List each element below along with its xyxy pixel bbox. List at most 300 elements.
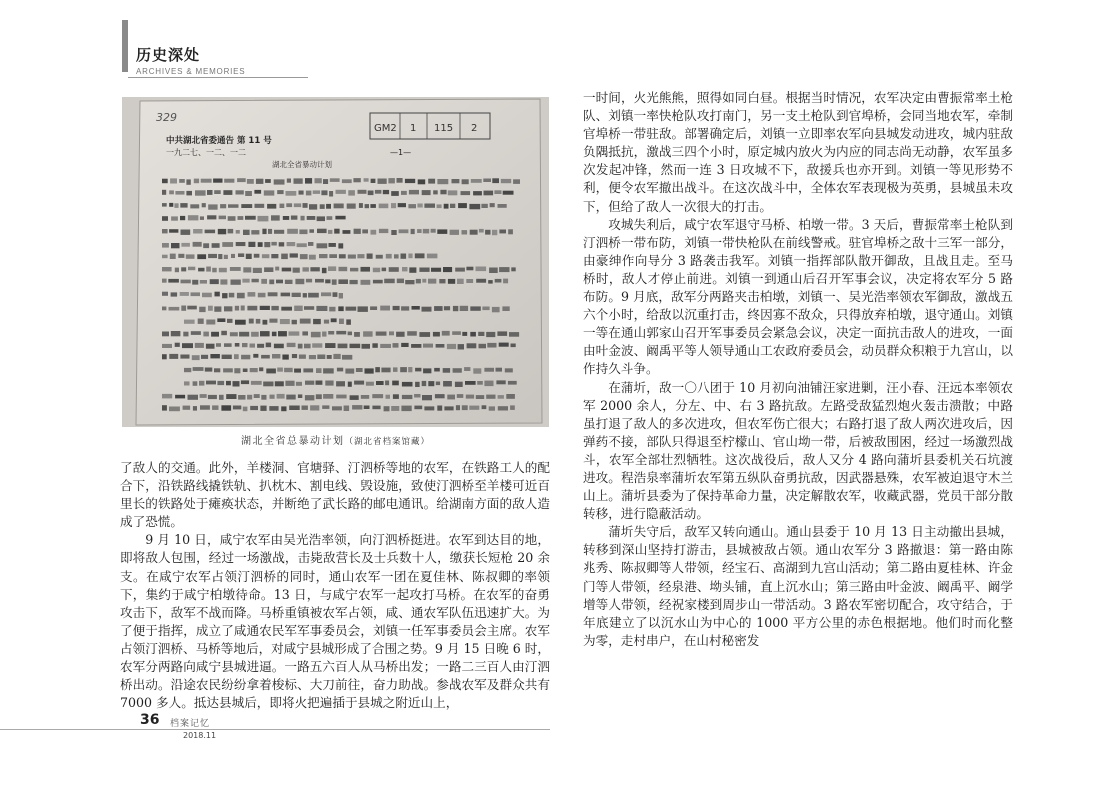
doc-handwriting-stroke: [422, 381, 427, 386]
doc-handwriting-stroke: [190, 204, 199, 208]
doc-handwriting-stroke: [212, 268, 217, 273]
doc-handwriting-stroke: [428, 179, 435, 184]
doc-handwriting-stroke: [456, 405, 460, 410]
doc-handwriting-stroke: [184, 368, 191, 372]
doc-handwriting-stroke: [198, 268, 204, 272]
doc-handwriting-stroke: [277, 394, 285, 399]
doc-handwriting-stroke: [263, 382, 273, 387]
doc-handwriting-stroke: [476, 267, 487, 272]
doc-handwriting-stroke: [419, 268, 429, 272]
doc-handwriting-stroke: [389, 267, 399, 272]
doc-handwriting-stroke: [328, 266, 336, 271]
doc-handwriting-stroke: [301, 216, 305, 221]
doc-handwriting-stroke: [171, 243, 180, 248]
doc-handwriting-stroke: [223, 190, 232, 195]
doc-handwriting-stroke: [210, 279, 219, 284]
doc-handwriting-stroke: [233, 381, 240, 386]
doc-handwriting-stroke: [489, 406, 495, 410]
doc-handwriting-stroke: [188, 215, 199, 220]
doc-handwriting-stroke: [285, 280, 293, 284]
left-text-column: [120, 459, 550, 712]
doc-handwriting-stroke: [373, 280, 383, 284]
doc-handwriting-stroke: [354, 229, 361, 234]
doc-handwriting-stroke: [365, 204, 369, 208]
doc-handwriting-stroke: [458, 203, 467, 208]
doc-handwriting-stroke: [179, 179, 185, 183]
doc-handwriting-stroke: [309, 229, 314, 233]
doc-handwriting-stroke: [180, 216, 185, 220]
doc-handwriting-stroke: [241, 380, 249, 384]
doc-handwriting-stroke: [181, 243, 190, 247]
doc-handwriting-stroke: [275, 267, 279, 271]
doc-handwriting-stroke: [261, 395, 266, 400]
doc-handwriting-stroke: [181, 230, 191, 235]
doc-handwriting-stroke: [370, 306, 377, 310]
doc-handwriting-stroke: [303, 203, 308, 208]
doc-handwriting-stroke: [255, 204, 265, 208]
doc-handwriting-stroke: [443, 381, 452, 387]
doc-handwriting-stroke: [383, 190, 389, 194]
doc-handwriting-stroke: [182, 343, 193, 348]
doc-handwriting-stroke: [379, 229, 388, 233]
doc-handwriting-stroke: [174, 203, 178, 208]
doc-handwriting-stroke: [417, 204, 422, 208]
doc-handwriting-stroke: [245, 191, 252, 196]
doc-handwriting-stroke: [191, 331, 201, 335]
doc-handwriting-stroke: [479, 229, 484, 233]
doc-handwriting-stroke: [338, 306, 343, 311]
doc-handwriting-stroke: [498, 406, 508, 410]
section-title: 历史深处: [136, 46, 201, 64]
doc-handwriting-stroke: [198, 319, 204, 324]
doc-handwriting-stroke: [235, 343, 240, 347]
doc-handwriting-stroke: [322, 332, 326, 337]
doc-handwriting-stroke: [433, 190, 438, 194]
doc-handwriting-stroke: [218, 254, 222, 259]
doc-handwriting-stroke: [481, 204, 487, 208]
doc-handwriting-stroke: [323, 394, 333, 399]
doc-handwriting-stroke: [457, 279, 464, 284]
doc-handwriting-stroke: [309, 204, 317, 209]
doc-handwriting-stroke: [283, 216, 289, 220]
doc-handwriting-stroke: [264, 267, 273, 272]
doc-handwriting-stroke: [192, 355, 200, 360]
doc-handwriting-stroke: [267, 204, 276, 209]
doc-handwriting-stroke: [325, 343, 335, 348]
doc-handwriting-stroke: [452, 179, 460, 183]
doc-handwriting-stroke: [270, 395, 275, 399]
doc-handwriting-stroke: [345, 369, 354, 374]
doc-handwriting-stroke: [258, 216, 269, 222]
doc-handwriting-stroke: [216, 343, 221, 347]
figure-caption: [122, 432, 549, 447]
doc-handwriting-stroke: [350, 395, 359, 400]
doc-handwriting-stroke: [312, 343, 322, 347]
doc-handwriting-stroke: [442, 331, 450, 336]
doc-handwriting-stroke: [319, 254, 328, 258]
doc-handwriting-stroke: [401, 343, 408, 347]
doc-handwriting-stroke: [246, 254, 252, 259]
doc-handwriting-stroke: [477, 381, 483, 385]
doc-handwriting-stroke: [238, 253, 244, 257]
doc-handwriting-stroke: [315, 279, 324, 283]
doc-handwriting-stroke: [484, 368, 494, 372]
doc-handwriting-stroke: [363, 331, 373, 336]
doc-handwriting-stroke: [510, 405, 515, 410]
doc-handwriting-stroke: [162, 307, 166, 311]
doc-handwriting-stroke: [307, 216, 316, 220]
doc-handwriting-stroke: [450, 204, 455, 208]
doc-handwriting-stroke: [416, 279, 421, 284]
doc-handwriting-stroke: [201, 179, 212, 183]
doc-handwriting-stroke: [336, 190, 346, 194]
doc-handwriting-stroke: [202, 203, 206, 207]
doc-handwriting-stroke: [292, 354, 297, 358]
doc-handwriting-stroke: [496, 368, 503, 372]
doc-handwriting-stroke: [405, 179, 415, 183]
doc-handwriting-stroke: [208, 306, 213, 311]
doc-handwriting-stroke: [235, 306, 239, 311]
doc-handwriting-stroke: [443, 267, 452, 272]
doc-handwriting-stroke: [433, 332, 440, 337]
doc-handwriting-stroke: [316, 368, 322, 373]
doc-handwriting-stroke: [175, 343, 180, 347]
doc-handwriting-stroke: [437, 406, 442, 411]
doc-handwriting-stroke: [220, 204, 226, 208]
doc-handwriting-stroke: [243, 407, 248, 412]
doc-handwriting-stroke: [162, 255, 168, 259]
doc-handwriting-stroke: [299, 191, 304, 195]
doc-handwriting-stroke: [269, 319, 277, 323]
doc-handwriting-stroke: [223, 368, 233, 372]
doc-handwriting-stroke: [376, 255, 383, 259]
doc-handwriting-stroke: [339, 254, 346, 258]
doc-handwriting-stroke: [455, 268, 465, 272]
doc-handwriting-stroke: [315, 178, 322, 183]
doc-handwriting-stroke: [317, 216, 325, 221]
doc-handwriting-stroke: [234, 354, 239, 359]
doc-handwriting-stroke: [423, 229, 429, 234]
doc-handwriting-stroke: [250, 344, 256, 348]
doc-handwriting-stroke: [511, 267, 515, 271]
doc-handwriting-stroke: [170, 254, 176, 259]
doc-handwriting-stroke: [281, 254, 288, 260]
doc-handwriting-stroke: [222, 242, 233, 247]
doc-handwriting-stroke: [287, 242, 296, 246]
doc-handwriting-stroke: [334, 229, 339, 234]
doc-handwriting-stroke: [414, 406, 422, 410]
doc-handwriting-stroke: [214, 368, 220, 372]
doc-handwriting-stroke: [338, 344, 348, 349]
doc-handwriting-stroke: [354, 332, 360, 337]
doc-handwriting-stroke: [371, 230, 377, 235]
doc-handwriting-stroke: [275, 381, 284, 386]
doc-handwriting-stroke: [186, 191, 192, 196]
doc-handwriting-stroke: [455, 382, 463, 387]
doc-handwriting-stroke: [453, 368, 462, 373]
doc-handwriting-stroke: [462, 332, 467, 336]
doc-handwriting-stroke: [440, 190, 446, 195]
doc-handwriting-stroke: [184, 320, 195, 324]
doc-handwriting-stroke: [287, 343, 296, 347]
doc-handwriting-stroke: [175, 395, 185, 399]
doc-handwriting-stroke: [162, 354, 167, 359]
archival-document-photo: [122, 97, 549, 427]
doc-handwriting-stroke: [222, 293, 227, 298]
doc-handwriting-stroke: [290, 253, 298, 257]
doc-handwriting-stroke: [498, 395, 504, 399]
doc-handwriting-stroke: [309, 355, 316, 359]
doc-handwriting-stroke: [250, 406, 258, 410]
doc-handwriting-stroke: [169, 203, 173, 207]
svg-text:1: 1: [410, 123, 417, 134]
doc-handwriting-stroke: [470, 332, 476, 337]
doc-handwriting-stroke: [484, 191, 494, 196]
footer-divider: [0, 729, 550, 730]
doc-handwriting-stroke: [213, 179, 222, 183]
doc-handwriting-stroke: [479, 344, 487, 349]
doc-handwriting-stroke: [443, 368, 450, 373]
doc-handwriting-stroke: [482, 405, 487, 409]
doc-handwriting-stroke: [262, 254, 270, 258]
doc-handwriting-stroke: [289, 406, 300, 411]
doc-handwriting-stroke: [296, 382, 302, 386]
doc-handwriting-stroke: [276, 280, 283, 284]
doc-handwriting-stroke: [444, 406, 453, 410]
doc-handwriting-stroke: [359, 203, 363, 208]
doc-handwriting-stroke: [221, 331, 227, 335]
figure-caption-text: 湖北全省总暴动计划: [240, 436, 345, 447]
doc-handwriting-stroke: [372, 406, 380, 410]
doc-handwriting-stroke: [376, 332, 387, 336]
doc-handwriting-stroke: [365, 368, 374, 373]
doc-handwriting-stroke: [226, 394, 236, 399]
doc-handwriting-stroke: [211, 332, 219, 337]
doc-handwriting-stroke: [274, 230, 284, 234]
doc-handwriting-stroke: [294, 178, 303, 183]
doc-handwriting-stroke: [348, 255, 356, 259]
doc-handwriting-stroke: [428, 279, 436, 284]
doc-handwriting-stroke: [202, 293, 212, 298]
doc-handwriting-stroke: [327, 216, 333, 220]
doc-handwriting-stroke: [277, 190, 283, 194]
doc-handwriting-stroke: [236, 242, 246, 246]
doc-handwriting-stroke: [303, 368, 313, 372]
doc-handwriting-stroke: [321, 190, 327, 195]
doc-handwriting-stroke: [333, 354, 340, 359]
doc-handwriting-stroke: [473, 368, 481, 373]
doc-handwriting-stroke: [313, 190, 320, 194]
doc-handwriting-stroke: [206, 267, 211, 272]
doc-handwriting-stroke: [169, 229, 178, 233]
doc-handwriting-stroke: [217, 381, 224, 385]
doc-handwriting-stroke: [219, 216, 226, 220]
doc-handwriting-stroke: [428, 381, 434, 386]
doc-handwriting-stroke: [224, 255, 228, 259]
doc-handwriting-stroke: [274, 179, 285, 184]
doc-handwriting-stroke: [195, 190, 206, 195]
doc-handwriting-stroke: [471, 179, 482, 183]
doc-handwriting-stroke: [306, 279, 312, 283]
doc-handwriting-stroke: [252, 279, 259, 283]
doc-handwriting-stroke: [214, 190, 221, 194]
doc-handwriting-stroke: [447, 395, 455, 400]
doc-handwriting-stroke: [261, 279, 267, 284]
doc-handwriting-stroke: [329, 307, 335, 312]
doc-handwriting-stroke: [242, 279, 249, 283]
doc-corner-mark: 329: [156, 111, 177, 124]
doc-handwriting-stroke: [423, 368, 431, 373]
doc-handwriting-stroke: [476, 279, 486, 283]
doc-handwriting-stroke: [422, 279, 426, 283]
doc-handwriting-stroke: [210, 354, 220, 358]
doc-handwriting-stroke: [256, 319, 260, 324]
doc-handwriting-stroke: [401, 254, 407, 259]
doc-handwriting-stroke: [269, 406, 278, 411]
doc-handwriting-stroke: [299, 355, 306, 359]
doc-handwriting-stroke: [203, 332, 209, 337]
doc-handwriting-stroke: [188, 395, 199, 400]
doc-handwriting-stroke: [465, 381, 476, 385]
doc-handwriting-stroke: [234, 368, 240, 373]
doc-handwriting-stroke: [247, 306, 257, 311]
svg-text:2: 2: [471, 123, 478, 134]
doc-handwriting-stroke: [302, 406, 308, 410]
doc-handwriting-stroke: [207, 190, 213, 195]
doc-handwriting-stroke: [350, 280, 358, 284]
doc-handwriting-stroke: [322, 268, 327, 273]
doc-handwriting-stroke: [487, 343, 496, 348]
doc-handwriting-stroke: [241, 306, 245, 311]
doc-handwriting-stroke: [457, 394, 464, 398]
doc-handwriting-stroke: [402, 395, 413, 399]
doc-handwriting-stroke: [181, 267, 186, 271]
svg-text:GM2: GM2: [374, 123, 397, 134]
doc-handwriting-stroke: [239, 332, 249, 337]
doc-handwriting-stroke: [492, 178, 499, 183]
doc-handwriting-stroke: [393, 367, 398, 372]
doc-handwriting-stroke: [464, 367, 470, 371]
doc-handwriting-stroke: [362, 344, 371, 349]
doc-handwriting-stroke: [247, 179, 254, 184]
doc-handwriting-stroke: [262, 229, 266, 234]
doc-handwriting-stroke: [392, 381, 399, 386]
doc-handwriting-stroke: [388, 178, 395, 183]
doc-handwriting-stroke: [408, 254, 412, 259]
doc-handwriting-stroke: [180, 203, 187, 208]
doc-handwriting-stroke: [489, 268, 498, 274]
doc-handwriting-stroke: [409, 190, 419, 195]
doc-handwriting-stroke: [337, 368, 343, 372]
doc-handwriting-stroke: [197, 254, 206, 259]
doc-handwriting-stroke: [238, 216, 244, 220]
doc-handwriting-stroke: [396, 332, 405, 337]
doc-handwriting-stroke: [271, 306, 278, 310]
doc-handwriting-stroke: [393, 394, 399, 399]
doc-handwriting-stroke: [344, 406, 350, 412]
doc-handwriting-stroke: [195, 343, 204, 348]
page-number: 36: [140, 712, 160, 728]
doc-handwriting-stroke: [488, 280, 493, 284]
doc-handwriting-stroke: [226, 381, 231, 385]
doc-handwriting-stroke: [260, 306, 270, 310]
doc-handwriting-stroke: [300, 254, 308, 259]
doc-handwriting-stroke: [492, 230, 497, 235]
doc-handwriting-stroke: [424, 406, 434, 410]
doc-handwriting-stroke: [260, 331, 270, 336]
doc-handwriting-stroke: [286, 203, 292, 207]
doc-handwriting-stroke: [305, 381, 314, 385]
doc-handwriting-stroke: [251, 381, 262, 385]
doc-handwriting-stroke: [339, 293, 343, 299]
doc-handwriting-stroke: [422, 395, 432, 400]
doc-handwriting-stroke: [230, 267, 241, 271]
doc-handwriting-stroke: [304, 344, 311, 349]
doc-handwriting-stroke: [306, 191, 312, 196]
doc-handwriting-stroke: [338, 243, 343, 248]
doc-handwriting-stroke: [361, 267, 371, 272]
doc-handwriting-stroke: [511, 344, 516, 348]
doc-handwriting-stroke: [219, 395, 224, 400]
doc-handwriting-stroke: [435, 394, 445, 398]
magazine-name: 档案记忆: [170, 719, 211, 729]
doc-handwriting-stroke: [372, 394, 383, 398]
doc-handwriting-stroke: [237, 178, 246, 182]
doc-handwriting-stroke: [218, 229, 226, 234]
doc-handwriting-stroke: [253, 268, 262, 273]
doc-handwriting-stroke: [332, 406, 342, 410]
doc-handwriting-stroke: [494, 190, 501, 194]
doc-handwriting-stroke: [193, 229, 202, 234]
doc-handwriting-stroke: [427, 254, 438, 259]
doc-handwriting-stroke: [298, 344, 303, 349]
doc-handwriting-stroke: [188, 267, 195, 271]
doc-handwriting-stroke: [208, 254, 217, 258]
doc-handwriting-stroke: [317, 355, 325, 360]
doc-handwriting-stroke: [205, 230, 216, 234]
doc-handwriting-stroke: [415, 253, 425, 258]
doc-handwriting-stroke: [178, 254, 184, 258]
doc-handwriting-stroke: [229, 293, 235, 298]
doc-handwriting-stroke: [219, 268, 227, 273]
header-divider: [128, 77, 308, 78]
doc-handwriting-stroke: [508, 229, 513, 234]
doc-handwriting-stroke: [287, 179, 291, 183]
right-paragraph-4: 蒲圻失守后，敌军又转向通山。通山县委于 10 月 13 日主动撤出县城，转移到深山坚持打游击，县城被敌占领。通山农军分 3 路撤退：第一路由陈兆秀、陈叔卿等人带领，经宝石、高湖到九宫山活动；第二路由夏桂林、许金门等人带领，经泉港、坳头铺，直上沉水山；第三路由叶金波、阚禹平、阚学增等人带领，经祝家楼到周步山一带活动。3 路农军密切配合，攻守结合，于年底建立了以沉水山为中心的 1000 平方公里的赤色根据地。他们时而化整为零，走村串户，在山村秘密发: [583, 524, 1013, 648]
doc-handwriting-stroke: [466, 395, 474, 399]
doc-handwriting-stroke: [286, 395, 295, 400]
doc-handwriting-stroke: [231, 254, 235, 258]
doc-handwriting-stroke: [356, 368, 363, 372]
doc-handwriting-stroke: [332, 279, 337, 284]
doc-handwriting-stroke: [300, 319, 311, 324]
doc-handwriting-stroke: [486, 395, 495, 399]
doc-handwriting-stroke: [187, 306, 197, 310]
doc-handwriting-stroke: [303, 293, 307, 297]
doc-handwriting-stroke: [335, 216, 345, 220]
doc-handwriting-stroke: [310, 267, 319, 271]
doc-handwriting-stroke: [338, 279, 348, 284]
doc-handwriting-stroke: [385, 381, 389, 386]
doc-handwriting-stroke: [292, 320, 297, 325]
doc-handwriting-stroke: [394, 254, 399, 258]
doc-handwriting-stroke: [280, 319, 290, 324]
doc-handwriting-stroke: [193, 406, 197, 411]
doc-handwriting-stroke: [292, 293, 301, 297]
doc-handwriting-stroke: [323, 179, 328, 184]
doc-handwriting-stroke: [206, 320, 215, 325]
doc-handwriting-stroke: [162, 216, 168, 221]
